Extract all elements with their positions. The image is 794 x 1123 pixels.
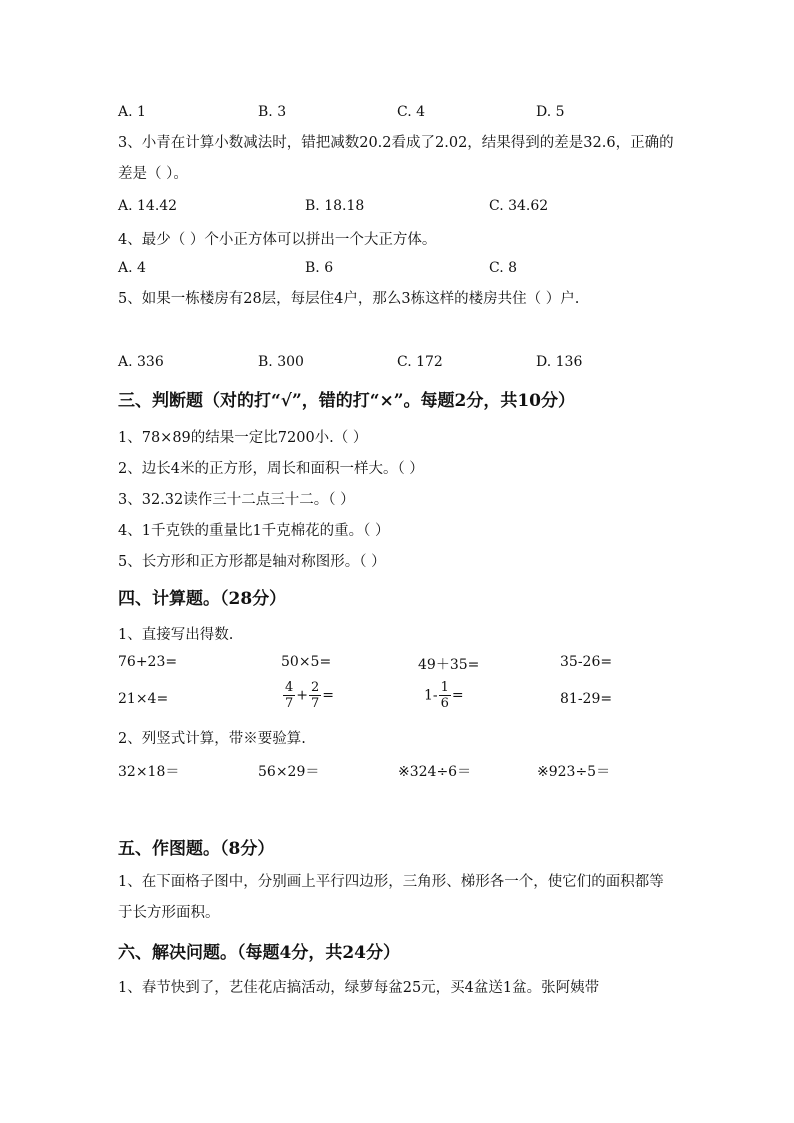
q2-option-b: B. 3 [258,104,287,120]
q5-option-b: B. 300 [258,354,304,370]
vertical-calc-1: 32×18＝ [118,764,180,780]
fraction-1-6: $\frac{1}{6}$ [440,680,449,711]
calc-2-4: 81-29= [560,691,613,707]
q3-option-b: B. 18.18 [305,198,365,214]
section5-title: 五、作图题。（8分） [118,839,275,859]
section3-item-2: 2、边长4米的正方形，周长和面积一样大。（ ） [118,461,424,477]
q2-option-d: D. 5 [536,104,565,120]
vertical-calc-2: 56×29＝ [258,764,320,780]
q5-option-d: D. 136 [536,354,583,370]
vertical-calc-4: ※923÷5＝ [537,764,611,780]
fraction-4-7: $\frac{4}{7}$ [285,680,294,711]
q3-stem: 3、小青在计算小数减法时，错把减数20.2看成了2.02，结果得到的差是32.6，正确的差是（ ）。 [118,135,674,182]
fraction-2-7: $\frac{2}{7}$ [311,680,320,711]
section3-item-3: 3、32.32读作三十二点三十二。（ ） [118,492,355,508]
calc-1-4: 35-26= [560,654,613,670]
q4-option-b: B. 6 [305,260,334,276]
section5-q1: 1、在下面格子图中，分别画上平行四边形，三角形、梯形各一个，使它们的面积都等于长方形面积。 [118,874,664,921]
vertical-calc-3: ※324÷6＝ [398,764,472,780]
calc-1-3: 49＋35= [418,657,480,673]
section3-item-5: 5、长方形和正方形都是轴对称图形。（ ） [118,554,386,570]
calc-2-1: 21×4= [118,691,169,707]
q4-stem: 4、最少（ ）个小正方体可以拼出一个大正方体。 [118,232,437,248]
q3-option-c: C. 34.62 [489,198,549,214]
q5-option-a: A. 336 [118,354,164,370]
section6-title: 六、解决问题。（每题4分，共24分） [118,943,400,963]
section4-sub2: 2、列竖式计算，带※要验算. [118,731,306,747]
q3-option-a: A. 14.42 [118,198,178,214]
calc-2-3: 1- $\frac{1}{6}$ = [424,680,464,711]
section6-q1: 1、春节快到了，艺佳花店搞活动，绿萝每盆25元，买4盆送1盆。张阿姨带 [118,980,600,996]
q5-stem: 5、如果一栋楼房有28层，每层住4户，那么3栋这样的楼房共住（ ）户. [118,291,580,307]
section4-sub1: 1、直接写出得数. [118,627,234,643]
section3-item-1: 1、78×89的结果一定比7200小.（ ） [118,430,368,446]
q4-option-a: A. 4 [118,260,146,276]
section3-item-4: 4、1千克铁的重量比1千克棉花的重。（ ） [118,523,390,539]
calc-1-2: 50×5= [281,654,332,670]
calc-2-2: $\frac{4}{7}$ + $\frac{2}{7}$ = [285,680,335,711]
q2-option-a: A. 1 [118,104,146,120]
calc-1-1: 76+23= [118,654,178,670]
section4-title: 四、计算题。（28分） [118,589,287,609]
section3-title: 三、判断题（对的打“√”，错的打“×”。每题2分，共10分） [118,391,576,411]
q2-option-c: C. 4 [397,104,426,120]
q4-option-c: C. 8 [489,260,518,276]
q5-option-c: C. 172 [397,354,443,370]
